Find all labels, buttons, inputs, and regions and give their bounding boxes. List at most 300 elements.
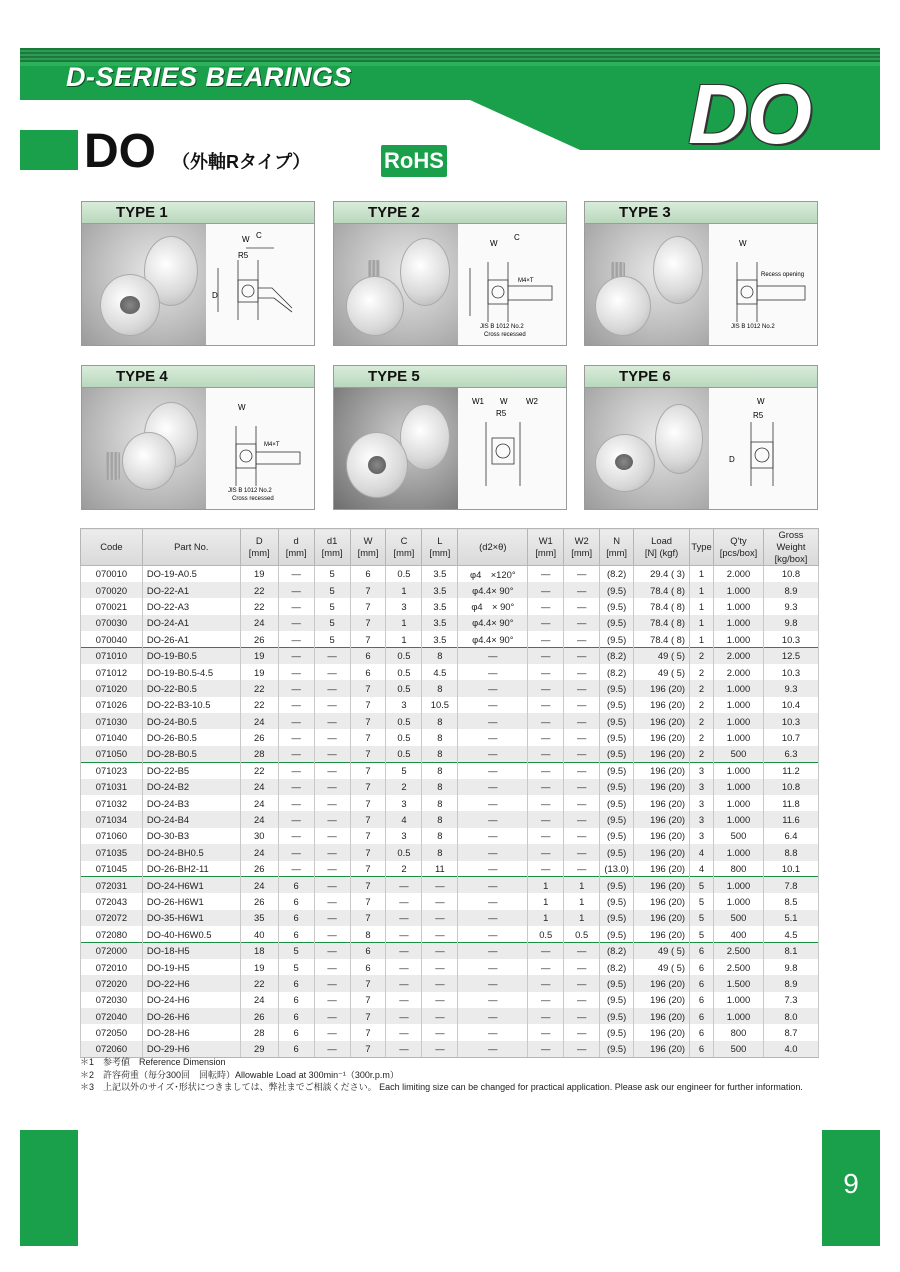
table-row xyxy=(81,811,819,827)
dim-label: W xyxy=(242,235,250,244)
table-cell: 7 xyxy=(350,598,386,614)
table-cell: 5 xyxy=(278,942,314,958)
table-cell: — xyxy=(386,1008,422,1024)
type-1-photo xyxy=(82,224,206,346)
column-header-label: (d2×θ) xyxy=(479,541,507,552)
table-cell: (9.5) xyxy=(600,844,634,860)
table-cell: 500 xyxy=(714,746,764,762)
table-cell: 3.5 xyxy=(422,615,458,631)
table-cell: (9.5) xyxy=(600,795,634,811)
dim-label: W xyxy=(238,403,246,412)
table-cell: 78.4 ( 8) xyxy=(634,598,690,614)
table-cell: — xyxy=(422,910,458,926)
table-cell: 8.9 xyxy=(763,582,818,598)
table-cell: 6 xyxy=(278,1024,314,1040)
table-cell: 4 xyxy=(386,811,422,827)
table-cell: 6 xyxy=(690,975,714,991)
dim-label: Cross recessed xyxy=(232,496,274,502)
table-cell: 11.6 xyxy=(763,811,818,827)
table-cell: 7 xyxy=(350,729,386,745)
table-row xyxy=(81,647,819,663)
table-cell: 6 xyxy=(350,647,386,663)
table-cell: 19 xyxy=(240,566,278,582)
column-header-label: Code xyxy=(100,541,123,552)
table-cell: 12.5 xyxy=(763,647,818,663)
table-cell: 3 xyxy=(690,828,714,844)
table-row xyxy=(81,762,819,778)
table-cell: — xyxy=(386,992,422,1008)
type-3-drawing xyxy=(711,228,815,342)
table-cell: 5 xyxy=(278,959,314,975)
table-row xyxy=(81,959,819,975)
table-cell: DO-19-B0.5-4.5 xyxy=(142,664,240,680)
table-cell: — xyxy=(314,1041,350,1057)
wheel-image xyxy=(346,276,404,336)
table-cell: — xyxy=(564,746,600,762)
table-cell: 7 xyxy=(350,615,386,631)
table-row xyxy=(81,566,819,582)
table-cell: 5 xyxy=(690,910,714,926)
table-cell: 8 xyxy=(422,647,458,663)
table-cell: — xyxy=(458,713,528,729)
table-cell: DO-22-B3-10.5 xyxy=(142,697,240,713)
footnote: ＊2 許容荷重（毎分300回 回転時）Allowable Load at 300min⁻¹（300r.p.m） xyxy=(80,1069,399,1080)
table-cell: 2.000 xyxy=(714,566,764,582)
table-cell: 3.5 xyxy=(422,631,458,647)
table-cell: 6 xyxy=(278,1008,314,1024)
table-row xyxy=(81,598,819,614)
table-cell: 24 xyxy=(240,713,278,729)
table-cell: 6 xyxy=(278,1041,314,1057)
table-cell: — xyxy=(528,795,564,811)
table-cell: — xyxy=(528,631,564,647)
table-cell: 5 xyxy=(690,926,714,942)
table-cell: 49 ( 5) xyxy=(634,664,690,680)
table-cell: — xyxy=(564,713,600,729)
table-cell: 7 xyxy=(350,1008,386,1024)
column-header-label: W1 xyxy=(538,535,553,546)
table-cell: 2.500 xyxy=(714,942,764,958)
table-cell: 072010 xyxy=(81,959,143,975)
table-cell: 8 xyxy=(422,713,458,729)
column-header-label: Type xyxy=(691,541,712,552)
footnotes xyxy=(80,1056,803,1094)
table-cell: 5 xyxy=(314,598,350,614)
type-2-label: TYPE 2 xyxy=(334,202,566,224)
column-header-unit: [pcs/box] xyxy=(719,547,758,558)
table-cell: 8.7 xyxy=(763,1024,818,1040)
table-cell: 26 xyxy=(240,1008,278,1024)
table-cell: 1.000 xyxy=(714,615,764,631)
table-cell: — xyxy=(314,746,350,762)
table-cell: 1.000 xyxy=(714,598,764,614)
table-cell: — xyxy=(422,992,458,1008)
table-cell: (8.2) xyxy=(600,959,634,975)
table-cell: 1.000 xyxy=(714,844,764,860)
table-cell: 8 xyxy=(422,746,458,762)
table-cell: 0.5 xyxy=(386,746,422,762)
table-cell: 2 xyxy=(690,664,714,680)
table-cell: (8.2) xyxy=(600,664,634,680)
table-cell: — xyxy=(458,680,528,696)
table-cell: 7 xyxy=(350,975,386,991)
table-cell: — xyxy=(314,959,350,975)
table-cell: 3 xyxy=(386,697,422,713)
table-cell: (9.5) xyxy=(600,992,634,1008)
table-cell: — xyxy=(458,795,528,811)
table-cell: 1 xyxy=(690,582,714,598)
table-cell: 78.4 ( 8) xyxy=(634,615,690,631)
table-cell: 8.0 xyxy=(763,1008,818,1024)
table-cell: 2.000 xyxy=(714,664,764,680)
title-marker xyxy=(20,130,78,170)
table-cell: — xyxy=(458,975,528,991)
table-cell: — xyxy=(314,910,350,926)
table-cell: 49 ( 5) xyxy=(634,942,690,958)
table-cell: 071030 xyxy=(81,713,143,729)
table-row xyxy=(81,713,819,729)
table-cell: 196 (20) xyxy=(634,861,690,877)
table-cell: 0.5 xyxy=(564,926,600,942)
table-cell: 22 xyxy=(240,762,278,778)
table-cell: — xyxy=(314,729,350,745)
table-cell: — xyxy=(528,844,564,860)
table-cell: — xyxy=(528,680,564,696)
table-cell: 1 xyxy=(564,877,600,893)
table-cell: 071026 xyxy=(81,697,143,713)
table-cell: 7 xyxy=(350,1024,386,1040)
dim-label: JIS B 1012 No.2 xyxy=(228,488,272,494)
table-cell: 196 (20) xyxy=(634,992,690,1008)
table-cell: 7 xyxy=(350,844,386,860)
table-cell: 10.1 xyxy=(763,861,818,877)
table-cell: φ4.4× 90° xyxy=(458,631,528,647)
column-header xyxy=(422,529,458,566)
table-cell: 196 (20) xyxy=(634,1024,690,1040)
rohs-badge: RoHS xyxy=(381,145,447,177)
table-cell: 5 xyxy=(690,893,714,909)
table-cell: 072050 xyxy=(81,1024,143,1040)
table-cell: — xyxy=(278,762,314,778)
table-cell: 1 xyxy=(528,877,564,893)
table-cell: DO-30-B3 xyxy=(142,828,240,844)
table-cell: 7 xyxy=(350,861,386,877)
table-cell: DO-24-B3 xyxy=(142,795,240,811)
table-cell: DO-24-H6W1 xyxy=(142,877,240,893)
table-cell: 6 xyxy=(690,1008,714,1024)
table-cell: 18 xyxy=(240,942,278,958)
type-1-drawing xyxy=(208,228,312,342)
hub-image xyxy=(368,456,386,474)
table-cell: 072000 xyxy=(81,942,143,958)
table-cell: 2 xyxy=(690,680,714,696)
table-cell: 7.8 xyxy=(763,877,818,893)
table-cell: 196 (20) xyxy=(634,844,690,860)
table-cell: — xyxy=(422,975,458,991)
table-cell: — xyxy=(458,959,528,975)
table-cell: 071020 xyxy=(81,680,143,696)
table-cell: 2 xyxy=(690,697,714,713)
dim-label: C xyxy=(514,233,520,242)
column-header-unit: [mm] xyxy=(357,547,379,558)
table-cell: — xyxy=(564,615,600,631)
table-cell: 5 xyxy=(314,631,350,647)
table-cell: — xyxy=(564,795,600,811)
table-cell: (8.2) xyxy=(600,942,634,958)
table-cell: — xyxy=(386,877,422,893)
table-cell: — xyxy=(458,1008,528,1024)
table-cell: (9.5) xyxy=(600,697,634,713)
table-cell: — xyxy=(314,680,350,696)
table-cell: — xyxy=(278,828,314,844)
footnote: ＊1 参考値 Reference Dimension xyxy=(80,1057,226,1067)
table-cell: 3 xyxy=(386,598,422,614)
table-cell: 6 xyxy=(350,942,386,958)
table-cell: 1.000 xyxy=(714,631,764,647)
table-cell: — xyxy=(528,647,564,663)
table-cell: — xyxy=(278,697,314,713)
table-cell: — xyxy=(314,713,350,729)
table-row xyxy=(81,697,819,713)
table-row xyxy=(81,910,819,926)
column-header-label: C xyxy=(400,535,408,546)
table-cell: DO-26-H6W1 xyxy=(142,893,240,909)
table-cell: 7 xyxy=(350,877,386,893)
table-cell: (9.5) xyxy=(600,828,634,844)
table-cell: — xyxy=(528,582,564,598)
table-cell: — xyxy=(564,582,600,598)
table-cell: 11.8 xyxy=(763,795,818,811)
table-cell: 071023 xyxy=(81,762,143,778)
table-row xyxy=(81,877,819,893)
table-cell: (8.2) xyxy=(600,647,634,663)
table-cell: 8.1 xyxy=(763,942,818,958)
table-cell: DO-22-A1 xyxy=(142,582,240,598)
column-header-label: L xyxy=(437,535,443,546)
table-cell: 071031 xyxy=(81,779,143,795)
table-cell: 1 xyxy=(528,910,564,926)
table-cell: 196 (20) xyxy=(634,729,690,745)
table-cell: 072043 xyxy=(81,893,143,909)
table-cell: — xyxy=(564,959,600,975)
table-cell: — xyxy=(528,975,564,991)
table-cell: 072020 xyxy=(81,975,143,991)
table-cell: 196 (20) xyxy=(634,680,690,696)
table-cell: DO-29-H6 xyxy=(142,1041,240,1057)
table-cell: — xyxy=(458,844,528,860)
table-cell: — xyxy=(314,1024,350,1040)
table-cell: 28 xyxy=(240,746,278,762)
table-cell: DO-22-B0.5 xyxy=(142,680,240,696)
table-cell: — xyxy=(564,1024,600,1040)
table-cell: — xyxy=(564,598,600,614)
table-cell: — xyxy=(564,861,600,877)
table-cell: DO-24-H6 xyxy=(142,992,240,1008)
table-cell: DO-22-B5 xyxy=(142,762,240,778)
column-header-label: Gross Weight xyxy=(776,529,806,552)
table-cell: 6 xyxy=(278,975,314,991)
table-cell: (9.5) xyxy=(600,729,634,745)
table-cell: DO-22-H6 xyxy=(142,975,240,991)
table-cell: 7 xyxy=(350,713,386,729)
table-cell: — xyxy=(564,729,600,745)
hub-image xyxy=(120,296,140,314)
table-cell: 9.3 xyxy=(763,598,818,614)
dim-label: Cross recessed xyxy=(484,332,526,338)
table-cell: — xyxy=(528,861,564,877)
table-cell: φ4 ×120° xyxy=(458,566,528,582)
table-cell: 196 (20) xyxy=(634,762,690,778)
table-cell: 071034 xyxy=(81,811,143,827)
type-6-drawing xyxy=(711,392,815,506)
column-header xyxy=(314,529,350,566)
table-cell: 1 xyxy=(386,615,422,631)
table-cell: 7 xyxy=(350,746,386,762)
table-cell: — xyxy=(278,664,314,680)
table-cell: 4 xyxy=(690,861,714,877)
table-cell: — xyxy=(422,1041,458,1057)
wheel-image xyxy=(400,238,450,306)
table-cell: 7 xyxy=(350,680,386,696)
table-cell: — xyxy=(528,828,564,844)
table-cell: 26 xyxy=(240,861,278,877)
table-row xyxy=(81,828,819,844)
table-row xyxy=(81,1008,819,1024)
table-cell: DO-24-BH0.5 xyxy=(142,844,240,860)
column-header-label: Part No. xyxy=(174,541,209,552)
table-cell: — xyxy=(564,828,600,844)
table-cell: 1.000 xyxy=(714,762,764,778)
dim-label: W xyxy=(500,397,508,406)
table-cell: 196 (20) xyxy=(634,828,690,844)
type-2-drawing xyxy=(460,228,564,342)
table-cell: 9.8 xyxy=(763,615,818,631)
table-cell: 10.3 xyxy=(763,631,818,647)
table-cell: (9.5) xyxy=(600,631,634,647)
table-cell: 071050 xyxy=(81,746,143,762)
table-cell: — xyxy=(528,992,564,1008)
table-cell: 6 xyxy=(690,992,714,1008)
table-cell: — xyxy=(458,926,528,942)
table-cell: — xyxy=(314,844,350,860)
table-cell: 2 xyxy=(386,779,422,795)
column-header-unit: [N] (kgf) xyxy=(644,547,679,558)
table-cell: DO-19-A0.5 xyxy=(142,566,240,582)
table-cell: 070021 xyxy=(81,598,143,614)
table-cell: — xyxy=(564,631,600,647)
table-cell: 5 xyxy=(314,615,350,631)
table-cell: — xyxy=(314,926,350,942)
table-cell: — xyxy=(278,680,314,696)
table-cell: 7 xyxy=(350,631,386,647)
table-row xyxy=(81,582,819,598)
table-cell: 4 xyxy=(690,844,714,860)
table-cell: — xyxy=(564,566,600,582)
table-cell: 1.000 xyxy=(714,582,764,598)
table-cell: — xyxy=(278,647,314,663)
type-4-photo xyxy=(82,388,206,510)
table-cell: 0.5 xyxy=(386,844,422,860)
column-header-label: W2 xyxy=(574,535,589,546)
table-cell: DO-24-A1 xyxy=(142,615,240,631)
table-cell: — xyxy=(278,598,314,614)
table-cell: DO-24-B0.5 xyxy=(142,713,240,729)
bolt-image xyxy=(106,452,120,480)
wheel-image xyxy=(122,432,176,490)
table-cell: 49 ( 5) xyxy=(634,959,690,975)
table-cell: 26 xyxy=(240,631,278,647)
dim-label: D xyxy=(212,291,218,300)
table-cell: — xyxy=(314,795,350,811)
table-cell: 1 xyxy=(564,893,600,909)
table-cell: DO-26-B0.5 xyxy=(142,729,240,745)
table-cell: 196 (20) xyxy=(634,1008,690,1024)
table-cell: — xyxy=(386,959,422,975)
column-header xyxy=(350,529,386,566)
table-cell: — xyxy=(458,1041,528,1057)
table-cell: 7 xyxy=(350,811,386,827)
type-5-drawing xyxy=(460,392,564,506)
table-cell: 7 xyxy=(350,795,386,811)
table-cell: 1.000 xyxy=(714,795,764,811)
table-cell: — xyxy=(422,942,458,958)
table-cell: — xyxy=(314,697,350,713)
table-cell: — xyxy=(422,893,458,909)
column-header xyxy=(528,529,564,566)
table-cell: 1.000 xyxy=(714,779,764,795)
table-cell: 8 xyxy=(422,795,458,811)
page-number: 9 xyxy=(843,1168,859,1199)
table-cell: — xyxy=(278,615,314,631)
series-title: D-SERIES BEARINGS xyxy=(66,62,353,92)
table-cell: — xyxy=(528,713,564,729)
table-cell: 1.000 xyxy=(714,992,764,1008)
table-cell: — xyxy=(314,647,350,663)
table-cell: 29 xyxy=(240,1041,278,1057)
table-cell: 7 xyxy=(350,697,386,713)
table-cell: (9.5) xyxy=(600,713,634,729)
column-header xyxy=(142,529,240,566)
table-cell: — xyxy=(528,566,564,582)
dim-label: R5 xyxy=(238,251,249,260)
table-cell: 24 xyxy=(240,795,278,811)
table-cell: 8 xyxy=(422,844,458,860)
table-cell: — xyxy=(278,729,314,745)
dim-label: R5 xyxy=(753,411,764,420)
spec-table xyxy=(80,528,819,1058)
type-5-photo xyxy=(334,388,458,510)
table-cell: 8.8 xyxy=(763,844,818,860)
table-cell: 78.4 ( 8) xyxy=(634,631,690,647)
table-cell: 7 xyxy=(350,779,386,795)
table-cell: 5 xyxy=(314,566,350,582)
table-cell: 7 xyxy=(350,893,386,909)
table-row xyxy=(81,926,819,942)
table-cell: 072030 xyxy=(81,992,143,1008)
column-header-unit: [mm] xyxy=(429,547,451,558)
table-cell: — xyxy=(564,697,600,713)
table-row xyxy=(81,1024,819,1040)
table-cell: 1.000 xyxy=(714,697,764,713)
column-header-unit: [mm] xyxy=(393,547,415,558)
type-3-photo xyxy=(585,224,709,346)
column-header-label: d xyxy=(293,535,299,546)
table-cell: (9.5) xyxy=(600,680,634,696)
table-cell: 6 xyxy=(278,992,314,1008)
table-cell: 196 (20) xyxy=(634,779,690,795)
table-cell: 2 xyxy=(690,713,714,729)
type-1-panel xyxy=(81,201,315,346)
